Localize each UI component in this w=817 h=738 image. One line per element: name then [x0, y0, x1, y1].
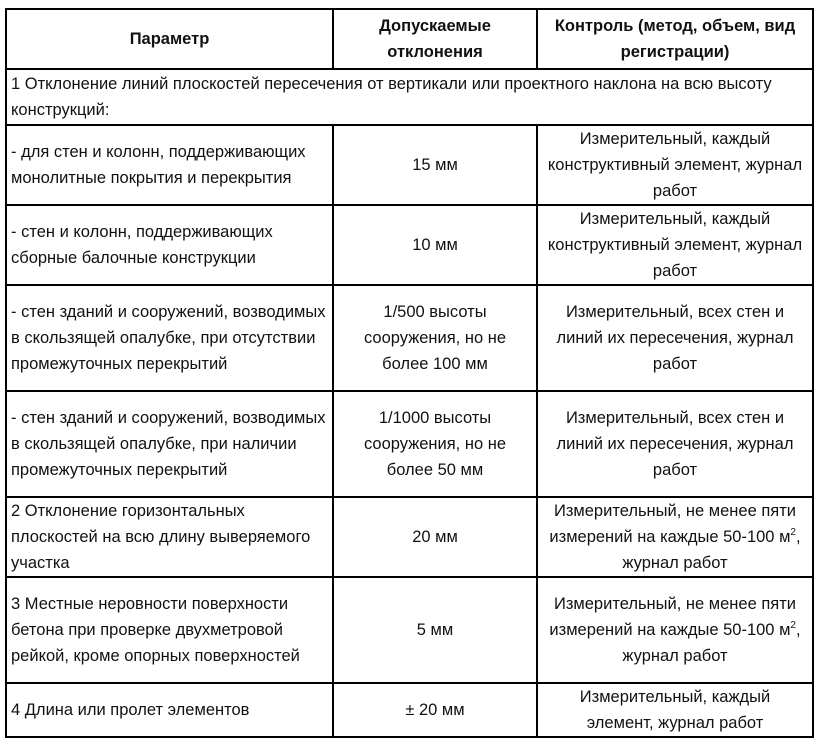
table-row — [6, 125, 813, 205]
control-text: Измерительный, не менее пяти измерений на каждые 50-100 м — [549, 595, 796, 639]
header-parameter: Параметр — [6, 9, 333, 69]
group-title: 1 Отклонение линий плоскостей пересечения от вертикали или проектного наклона на всю высоту конструкций: — [6, 69, 813, 125]
parameter-cell: - стен зданий и сооружений, возводимых в скользящей опалубке, при отсутствии промежуточных перекрытий — [6, 285, 333, 391]
control-cell: Измерительный, каждый конструктивный элемент, журнал работ — [537, 125, 813, 205]
table-row — [6, 497, 813, 577]
control-cell: Измерительный, всех стен и линий их пересечения, журнал работ — [537, 391, 813, 497]
tolerance-cell: 10 мм — [333, 205, 537, 285]
control-cell — [537, 497, 813, 577]
table-row — [6, 391, 813, 497]
parameter-cell: - стен зданий и сооружений, возводимых в скользящей опалубке, при наличии промежуточных перекрытий — [6, 391, 333, 497]
table-row — [6, 577, 813, 683]
tolerance-table — [5, 8, 814, 738]
tolerance-cell: 1/1000 высоты сооружения, но не более 50 мм — [333, 391, 537, 497]
parameter-cell: 3 Местные неровности поверхности бетона при проверке двухметровой рейкой, кроме опорных поверхностей — [6, 577, 333, 683]
parameter-cell: 2 Отклонение горизонтальных плоскостей на всю длину выверяемого участка — [6, 497, 333, 577]
table-row — [6, 205, 813, 285]
control-cell: Измерительный, всех стен и линий их пересечения, журнал работ — [537, 285, 813, 391]
control-text: Измерительный, не менее пяти измерений на каждые 50-100 м — [549, 502, 796, 546]
parameter-cell: 4 Длина или пролет элементов — [6, 683, 333, 737]
tolerance-cell: 20 мм — [333, 497, 537, 577]
table-row — [6, 683, 813, 737]
control-cell: Измерительный, каждый конструктивный элемент, журнал работ — [537, 205, 813, 285]
tolerance-cell: 1/500 высоты сооружения, но не более 100 мм — [333, 285, 537, 391]
header-control: Контроль (метод, объем, вид регистрации) — [537, 9, 813, 69]
parameter-cell: - стен и колонн, поддерживающих сборные балочные конструкции — [6, 205, 333, 285]
control-text-tail: , журнал работ — [622, 528, 801, 572]
table-row — [6, 285, 813, 391]
square-superscript: 2 — [790, 620, 796, 631]
group-row — [6, 69, 813, 125]
parameter-cell: - для стен и колонн, поддерживающих монолитные покрытия и перекрытия — [6, 125, 333, 205]
control-cell: Измерительный, каждый элемент, журнал работ — [537, 683, 813, 737]
control-cell — [537, 577, 813, 683]
tolerance-cell: ± 20 мм — [333, 683, 537, 737]
control-text-tail: , журнал работ — [622, 621, 801, 665]
square-superscript: 2 — [790, 527, 796, 538]
tolerance-cell: 5 мм — [333, 577, 537, 683]
header-row — [6, 9, 813, 69]
tolerance-cell: 15 мм — [333, 125, 537, 205]
header-tolerance: Допускаемые отклонения — [333, 9, 537, 69]
